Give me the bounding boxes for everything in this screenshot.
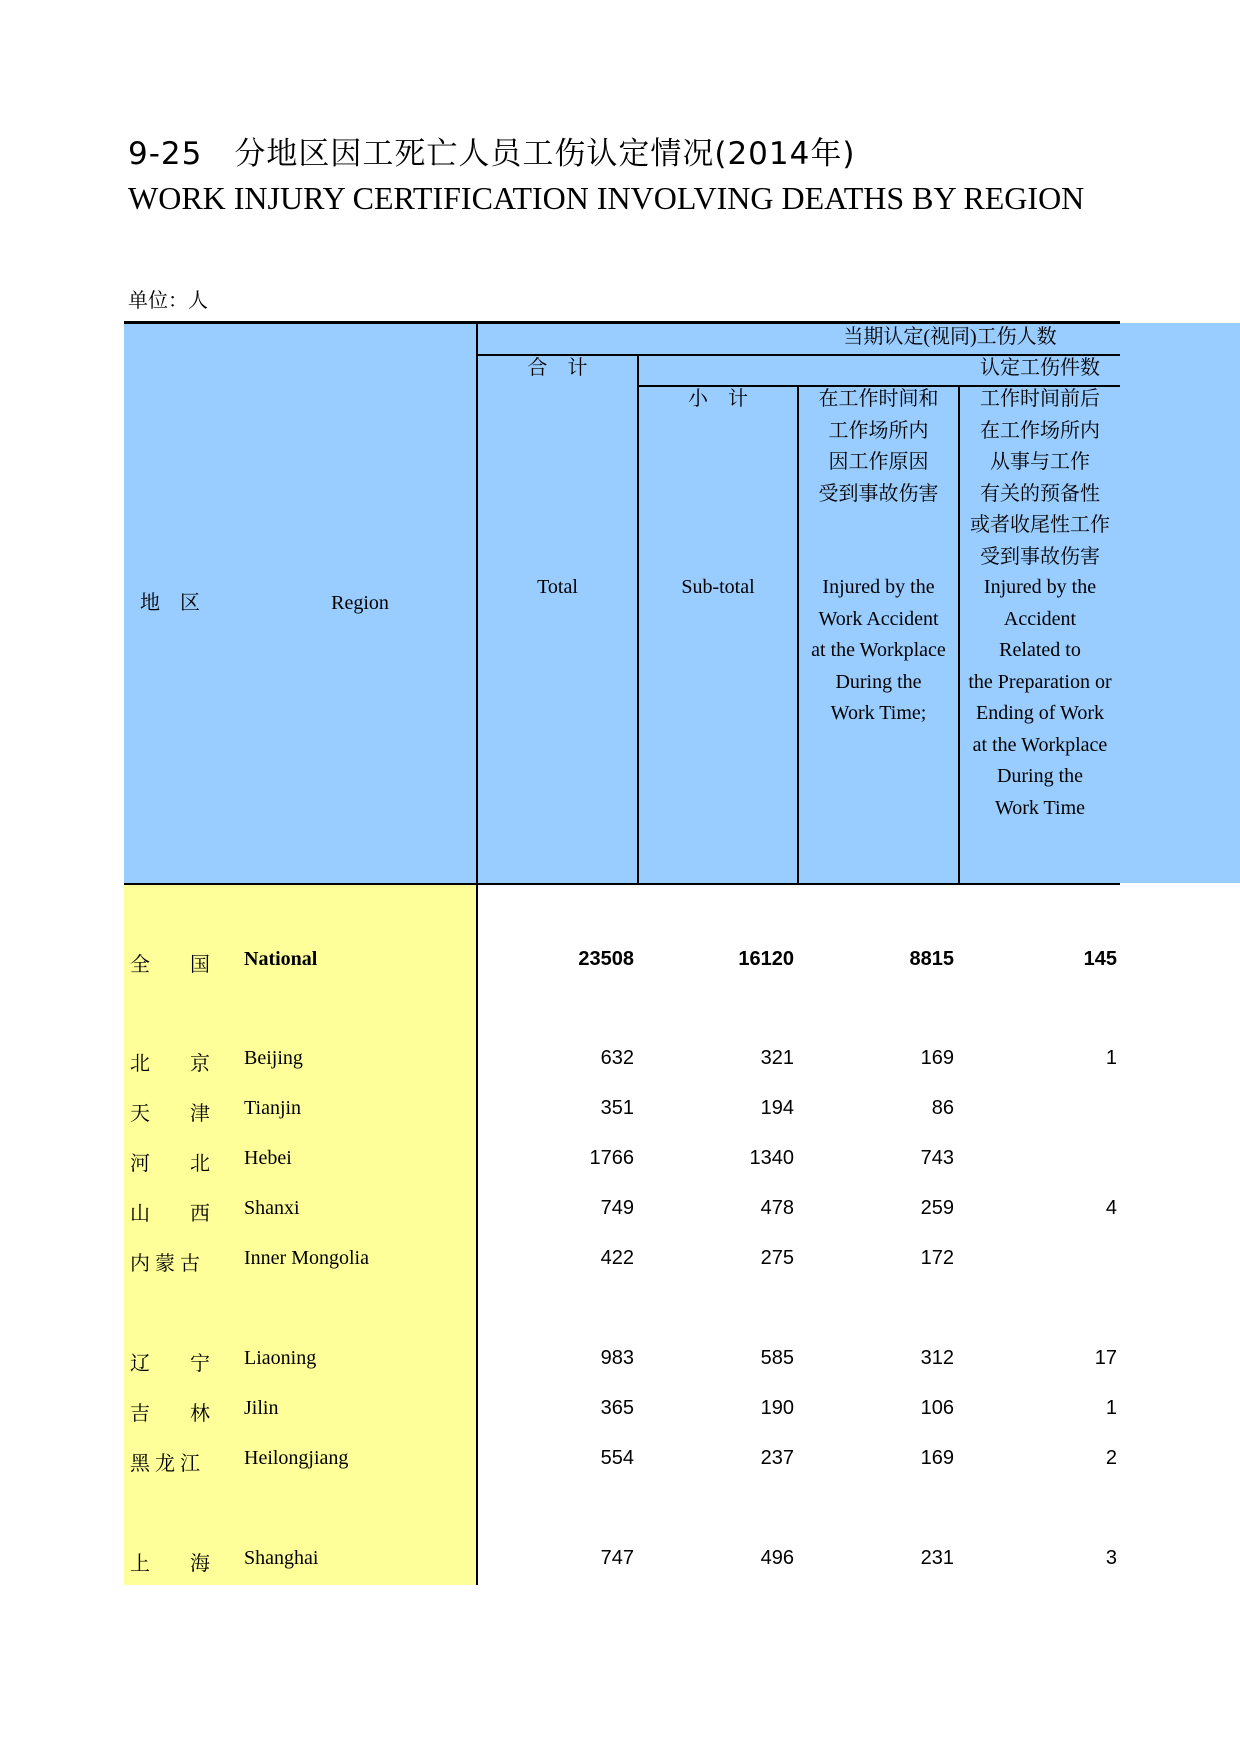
header-col3-en-line: at the Workplace — [811, 639, 946, 661]
unit-label: 单位：人 — [128, 290, 208, 312]
workplace-accident-value: 743 — [920, 1147, 954, 1169]
header-total-cn: 合 计 — [527, 357, 588, 379]
total-value: 983 — [600, 1347, 634, 1369]
region-en: Shanxi — [244, 1197, 300, 1219]
workplace-accident-value: 172 — [920, 1247, 954, 1269]
region-cn: 辽 宁 — [130, 1353, 210, 1375]
preparation-accident-value: 145 — [1083, 948, 1117, 970]
workplace-accident-value: 86 — [931, 1097, 954, 1119]
header-col3-en-line: Injured by the — [822, 576, 935, 598]
header-region-en: Region — [331, 592, 389, 614]
subtotal-value: 194 — [760, 1097, 794, 1119]
header-col3-cn-line: 因工作原因 — [828, 451, 929, 473]
region-en: Jilin — [244, 1397, 279, 1419]
header-col3-cn-line: 受到事故伤害 — [818, 482, 939, 505]
header-bottom-rule — [124, 883, 1120, 885]
header-col3-cn-line: 在工作时间和 — [818, 388, 939, 410]
header-col4-cn-line: 有关的预备性 — [980, 482, 1100, 505]
header-col4-en-line: Work Time — [994, 796, 1086, 819]
header-col4-cn-line: 从事与工作 — [990, 451, 1090, 473]
table-title-en: WORK INJURY CERTIFICATION INVOLVING DEATHS BY REGION — [128, 180, 1085, 216]
total-value: 554 — [600, 1447, 634, 1469]
workplace-accident-value: 169 — [920, 1047, 954, 1069]
region-cn: 全 国 — [130, 954, 210, 976]
region-en: Liaoning — [244, 1347, 317, 1369]
header-col4-cn-line: 在工作场所内 — [980, 419, 1100, 442]
subtotal-value: 275 — [760, 1247, 794, 1269]
region-cn: 黑 龙 江 — [130, 1453, 200, 1475]
header-col4-en-line: Related to — [999, 639, 1081, 661]
header-total-en: Total — [537, 576, 578, 598]
subtotal-value: 190 — [760, 1397, 794, 1419]
header-col4-cn — [960, 384, 1120, 573]
header-col3-en-line: During the — [835, 670, 922, 693]
preparation-accident-value: 1 — [1105, 1397, 1117, 1419]
subtotal-value: 237 — [760, 1447, 794, 1469]
total-value: 422 — [600, 1247, 634, 1269]
region-en: Hebei — [244, 1147, 292, 1169]
workplace-accident-value: 259 — [920, 1197, 954, 1219]
region-en: National — [244, 948, 318, 970]
header-col3-en — [799, 572, 958, 730]
subtotal-value: 478 — [760, 1197, 794, 1219]
header-col4-en-line: Accident — [1003, 607, 1077, 630]
region-cn: 河 北 — [130, 1153, 210, 1175]
region-column-background — [124, 885, 477, 1585]
total-value: 1766 — [589, 1147, 634, 1169]
subtotal-value: 321 — [760, 1047, 794, 1069]
subtotal-value: 585 — [760, 1347, 794, 1369]
workplace-accident-value: 8815 — [909, 948, 954, 970]
workplace-accident-value: 312 — [920, 1347, 954, 1369]
total-value: 632 — [600, 1047, 634, 1069]
subtotal-value: 16120 — [738, 948, 794, 970]
region-cn: 吉 林 — [130, 1403, 210, 1425]
header-subtotal-cn: 小 计 — [688, 388, 748, 410]
header-col3-en-line: Work Accident — [818, 607, 939, 630]
workplace-accident-value: 169 — [920, 1447, 954, 1469]
subtotal-value: 1340 — [749, 1147, 794, 1169]
total-value: 365 — [600, 1397, 634, 1419]
region-cn: 上 海 — [130, 1553, 210, 1575]
header-col4-cn-line: 受到事故伤害 — [980, 545, 1100, 568]
region-en: Inner Mongolia — [244, 1247, 369, 1269]
total-value: 749 — [600, 1197, 634, 1219]
total-divider — [637, 355, 639, 884]
total-value: 351 — [600, 1097, 634, 1119]
region-cn: 山 西 — [130, 1203, 210, 1225]
table-title-cn: 9-25 分地区因工死亡人员工伤认定情况(2014年) — [128, 136, 856, 172]
header-col4-cn-line: 工作时间前后 — [980, 388, 1100, 410]
header-subtotal-en: Sub-total — [681, 576, 755, 598]
header-col4-cn-line: 或者收尾性工作 — [970, 514, 1110, 536]
region-en: Heilongjiang — [244, 1447, 349, 1469]
preparation-accident-value: 17 — [1094, 1347, 1117, 1369]
total-value: 747 — [600, 1547, 634, 1569]
preparation-accident-value: 1 — [1105, 1047, 1117, 1069]
header-col3-cn-line: 工作场所内 — [828, 419, 929, 442]
header-region-cn: 地 区 — [140, 592, 200, 614]
header-col4-en-line: Ending of Work — [975, 702, 1104, 724]
region-en: Beijing — [244, 1047, 303, 1069]
subtotal-value: 496 — [760, 1547, 794, 1569]
preparation-accident-value: 3 — [1105, 1547, 1117, 1569]
region-cn: 内 蒙 古 — [130, 1253, 200, 1275]
workplace-accident-value: 231 — [920, 1547, 954, 1569]
header-col4-en-line: at the Workplace — [972, 733, 1108, 756]
header-col4-en-line: the Preparation or — [968, 670, 1112, 693]
region-cn: 北 京 — [130, 1053, 210, 1075]
preparation-accident-value: 4 — [1105, 1197, 1117, 1219]
region-en: Tianjin — [244, 1097, 302, 1119]
total-value: 23508 — [578, 948, 634, 970]
header-col3-en-line: Work Time; — [830, 702, 927, 724]
header-cert-cases: 认定工伤件数 — [980, 357, 1100, 379]
header-col4-en-line: During the — [996, 765, 1084, 787]
header-col4-en-line: Injured by the — [983, 576, 1097, 598]
region-cn: 天 津 — [130, 1103, 210, 1125]
header-col4-en — [960, 572, 1120, 824]
header-col3-cn — [799, 384, 958, 510]
region-en: Shanghai — [244, 1547, 319, 1569]
header-group-title: 当期认定(视同)工伤人数 — [843, 326, 1057, 348]
preparation-accident-value: 2 — [1105, 1447, 1117, 1469]
workplace-accident-value: 106 — [920, 1397, 954, 1419]
